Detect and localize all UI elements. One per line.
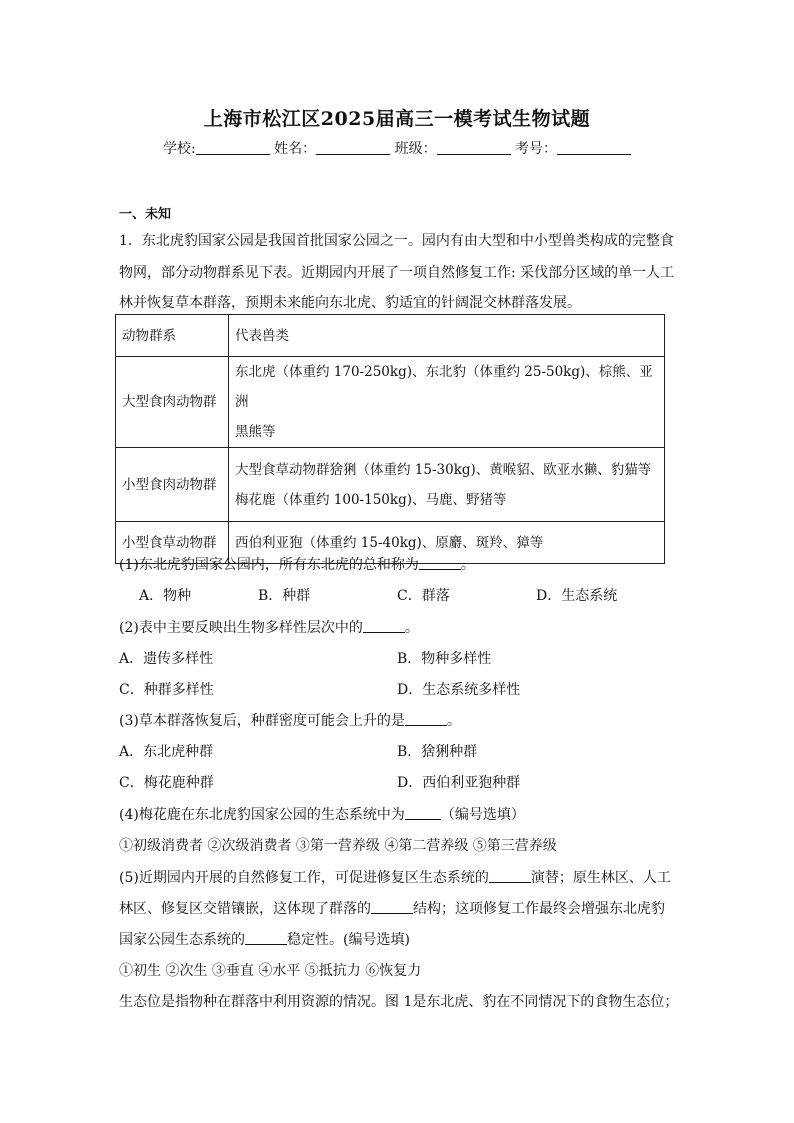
school-blank[interactable]	[196, 140, 270, 155]
question-1	[119, 554, 475, 574]
exam-number-label: 考号：	[515, 141, 558, 157]
intro-line: 林并恢复草本群落，预期未来能向东北虎、豹适宜的针阔混交林群落发展。	[119, 295, 581, 311]
question-text: (5)近期园内开展的自然修复工作，可促进修复区生态系统的	[119, 870, 489, 886]
table-header-row	[116, 315, 665, 357]
table-cell-group: 小型食肉动物群	[116, 448, 229, 522]
answer-blank[interactable]	[245, 932, 287, 945]
question-text: 演替；原生林区、人工	[530, 870, 671, 886]
question-text: 国家公园生态系统的	[119, 932, 245, 948]
answer-blank[interactable]	[363, 620, 405, 633]
table-cell-line: 梅花鹿（体重约 100-150kg)、马鹿、野猪等	[235, 491, 507, 508]
option-a[interactable]: A．东北虎种群	[119, 744, 214, 760]
table-cell-line: 西伯利亚狍（体重约 15-40kg)、原麝、斑羚、獐等	[235, 534, 544, 551]
q4-choices: ①初级消费者 ②次级消费者 ③第一营养级 ④第二营养级 ⑤第三营养级	[119, 838, 557, 854]
table-cell-species	[229, 448, 665, 522]
table-cell-line: 东北虎（体重约 170-250kg)、东北豹（体重约 25-50kg)、棕熊、亚洲	[235, 364, 653, 410]
table-cell-line: 黑熊等	[235, 424, 276, 440]
question-5-line-2	[119, 898, 665, 918]
closing-paragraph: 生态位是指物种在群落中利用资源的情况。图 1是东北虎、豹在不同情况下的食物生态位；	[119, 994, 679, 1010]
question-text: (3)草本群落恢复后，种群密度可能会上升的是	[119, 713, 405, 729]
table-row	[116, 357, 665, 448]
question-text-end: 。	[460, 557, 475, 573]
question-text-end: 。	[404, 620, 419, 636]
page-title: 上海市松江区2025届高三一模考试生物试题	[203, 108, 591, 130]
table-row	[116, 448, 665, 522]
question-4	[119, 804, 525, 824]
class-blank[interactable]	[437, 140, 511, 155]
question-text: (4)梅花鹿在东北虎豹国家公园的生态系统中为	[119, 807, 405, 823]
option-c[interactable]: C．梅花鹿种群	[119, 775, 214, 791]
question-text: 结构；这项修复工作最终会增强东北虎豹	[413, 901, 665, 917]
table-header-cell: 代表兽类	[229, 315, 665, 357]
question-text: (2)表中主要反映出生物多样性层次中的	[119, 620, 363, 636]
question-text-end: 。	[446, 713, 461, 729]
option-d[interactable]: D．生态系统多样性	[397, 682, 521, 698]
exam-number-blank[interactable]	[557, 140, 631, 155]
question-5-line-1	[119, 867, 671, 887]
option-c[interactable]: C．群落	[397, 588, 450, 604]
answer-blank[interactable]	[405, 713, 447, 726]
table-header-cell: 动物群系	[116, 315, 229, 357]
option-a[interactable]: A．物种	[139, 588, 192, 604]
school-label: 学校:	[162, 141, 196, 157]
question-5-line-3	[119, 929, 410, 949]
option-b[interactable]: B．物种多样性	[397, 651, 492, 667]
option-d[interactable]: D．生态系统	[536, 588, 618, 604]
option-a[interactable]: A．遗传多样性	[119, 651, 214, 667]
question-text: (1)东北虎豹国家公园内，所有东北虎的总和称为	[119, 557, 419, 573]
answer-blank[interactable]	[405, 807, 441, 820]
intro-line: 物网，部分动物群系见下表。近期园内开展了一项自然修复工作: 采伐部分区域的单一人工	[119, 265, 675, 281]
option-d[interactable]: D．西伯利亚狍种群	[397, 775, 521, 791]
table-cell-species	[229, 357, 665, 448]
name-label: 姓名：	[274, 141, 317, 157]
question-3	[119, 710, 461, 730]
option-b[interactable]: B．猞猁种群	[397, 744, 478, 760]
class-label: 班级：	[394, 141, 437, 157]
table-cell-group: 大型食肉动物群	[116, 357, 229, 448]
table-cell-line: 大型食草动物群猞猁（体重约 15-30kg)、黄喉貂、欧亚水獭、豹猫等	[235, 461, 652, 478]
option-b[interactable]: B．种群	[258, 588, 311, 604]
question-text-end: （编号选填）	[440, 807, 525, 823]
question-text: 稳定性。(编号选填)	[287, 932, 410, 948]
animal-group-table	[115, 314, 665, 564]
question-text: 林区、修复区交错镶嵌，这体现了群落的	[119, 901, 371, 917]
answer-blank[interactable]	[419, 557, 461, 570]
answer-blank[interactable]	[489, 870, 531, 883]
q5-choices: ①初生 ②次生 ③垂直 ④水平 ⑤抵抗力 ⑥恢复力	[119, 963, 422, 979]
section-heading: 一、未知	[119, 207, 172, 222]
student-info-fields	[0, 138, 794, 158]
option-c[interactable]: C．种群多样性	[119, 682, 214, 698]
table-cell-group: 小型食草动物群	[116, 522, 229, 564]
name-blank[interactable]	[316, 140, 390, 155]
intro-line: 1．东北虎豹国家公园是我国首批国家公园之一。园内有由大型和中小型兽类构成的完整食	[119, 233, 674, 249]
answer-blank[interactable]	[371, 901, 413, 914]
question-2	[119, 617, 419, 637]
